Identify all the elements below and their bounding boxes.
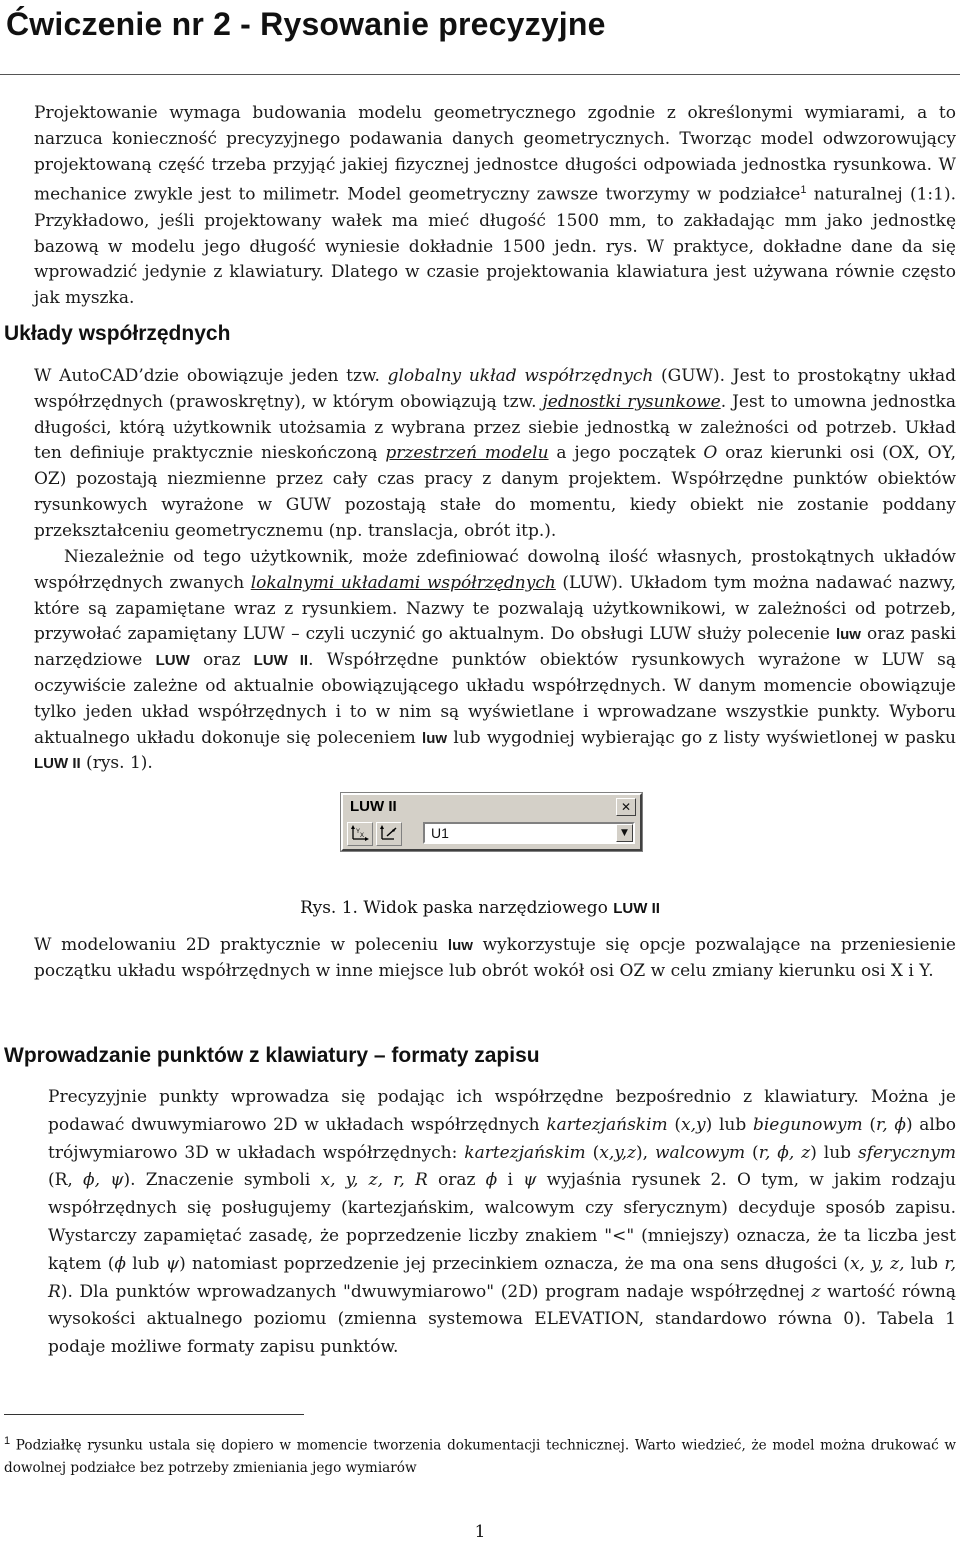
luw-ii-toolbar[interactable]: [341, 793, 642, 851]
text: W modelowaniu 2D praktycznie w poleceniu: [34, 935, 448, 955]
caption-text: Rys. 1. Widok paska narzędziowego: [300, 898, 614, 918]
page-number: 1: [474, 1522, 486, 1542]
svg-text:X: X: [360, 833, 365, 839]
ucs-edit-icon[interactable]: [376, 822, 402, 846]
text: oraz: [189, 650, 254, 671]
text: wyjaśnia rysunek 2. O tym, w jakim rodzaju współrzędnych się posługujemy (kartezjańskim, walcowym czy sferycznym) decyduje sposób zapisu. Wystarczy zapamiętać zasadę, że poprzedzenie liczby znakiem "<" (mniejszy) oznacza, że ta liczba jest kątem (: [48, 1170, 956, 1274]
ucs-dropdown[interactable]: [423, 822, 635, 844]
chevron-down-icon[interactable]: ▼: [616, 824, 633, 842]
footnote: [4, 1430, 956, 1479]
text: (: [745, 1142, 759, 1163]
term: kartezjańskim: [546, 1114, 668, 1135]
text: lub wygodniej wybierając go z listy wyświetlonej w pasku: [447, 727, 956, 748]
symbol: r, ϕ, z: [758, 1142, 811, 1163]
text: (: [585, 1142, 600, 1163]
symbol: z: [811, 1281, 821, 1302]
symbol: ϕ, ψ: [83, 1170, 124, 1191]
toolbar-titlebar[interactable]: [346, 798, 637, 816]
text: ),: [635, 1142, 655, 1163]
text: lub: [125, 1253, 166, 1274]
text: (rys. 1).: [80, 753, 153, 774]
text: oraz kierunki osi (OX, OY, OZ) pozostają niezmienne przez cały czas pracy z danym projektem. Współrzędne punktów obiektów rysunkowych wyrażone w GUW pozostają stałe do momentu, kiedy obiekt nie zostanie poddany przekształceniu geometrycznemu (np. translacja, obrót itp.).: [34, 443, 957, 541]
text: (: [862, 1114, 876, 1135]
footnote-number: 1: [4, 1435, 11, 1447]
text: . Współrzędne punktów obiektów rysunkowych wyrażone w LUW są oczywiście zależne od aktualnie obowiązującego układu współrzędnych. W danym momencie obowiązuje tylko jeden układ współrzędnych i to w nim są wyświetlane i wprowadzane wszystkie punkty. Wyboru aktualnego układu dokonuje się poleceniem: [34, 650, 957, 748]
coordinates-paragraph-2: [34, 545, 956, 777]
text: Precyzyjnie punkty wprowadza się podając ich współrzędne bezpośrednio z klawiatury. Można je podawać dwuwymiarowo 2D w układach współrzędnych: [48, 1087, 956, 1135]
command-luw-ii-toolbar: LUW II: [253, 652, 309, 670]
input-formats-paragraph: [48, 1084, 956, 1362]
text: ) lub: [705, 1114, 753, 1135]
text: (: [667, 1114, 682, 1135]
footnote-rule: [4, 1414, 304, 1415]
symbol: ϕ: [114, 1253, 126, 1274]
caption-command: LUW II: [613, 900, 660, 917]
text: ) natomiast poprzedzenie jej przecinkiem oznacza, że ma ona sens długości (: [179, 1253, 850, 1274]
text: wykorzystuje się opcje pozwalające na przeniesienie początku układu współrzędnych w inne miejsce lub obrót wokół osi OZ w celu zmiany kierunku osi X i Y.: [34, 935, 956, 981]
text: a jego początek: [548, 443, 704, 464]
text: ). Znaczenie symboli: [123, 1170, 321, 1191]
command-luw-toolbar: LUW: [155, 652, 190, 670]
term: kartezjańskim: [464, 1142, 586, 1163]
text: (LUW). Układom tym można nadawać nazwy, które są zapamiętane wraz z rysunkiem. Nazwy te pozwalają użytkownikowi, w zależności od potrzeb, przywołać zapamiętany LUW – czyli uczynić go aktualnym. Do obsługi LUW służy polecenie: [34, 572, 956, 645]
symbol: x,y: [681, 1114, 706, 1135]
text: lub: [904, 1253, 945, 1274]
term-model-space: przestrzeń modelu: [385, 443, 549, 464]
command-luw: luw: [835, 626, 861, 644]
toolbar-title: LUW II: [350, 798, 397, 815]
text: wartość równą wysokości aktualnego poziomu (zmienna systemowa ELEVATION, standardowo równa 0). Tabela 1 podaje możliwe formaty zapisu punktów.: [48, 1281, 956, 1358]
text: (R,: [48, 1170, 84, 1191]
coordinates-paragraph-3: [34, 933, 956, 985]
symbol: x, y, z, r, R: [320, 1170, 428, 1191]
symbol: r, ϕ: [875, 1114, 906, 1135]
intro-paragraph: [34, 101, 956, 312]
text: . Jest to umowna jednostka długości, którą użytkownik utożsamia z wybrana przez siebie jednostką w zależności od potrzeb. Układ ten definiuje praktycznie nieskończoną: [34, 391, 956, 464]
symbol: r, R: [48, 1253, 956, 1302]
term-luw: lokalnymi układami współrzędnych: [250, 572, 556, 593]
term-origin: O: [703, 443, 718, 464]
term-guw: globalny układ współrzędnych: [387, 366, 654, 386]
title-rule: [0, 74, 960, 75]
symbol: x, y, z,: [849, 1253, 905, 1274]
text: ). Dla punktów wprowadzanych "dwuwymiarowo" (2D) program nadaje współrzędnej: [60, 1281, 812, 1302]
svg-text:Y: Y: [356, 829, 361, 835]
text: ) lub: [810, 1142, 859, 1163]
symbol: ϕ: [485, 1170, 498, 1191]
command-luw: luw: [447, 937, 473, 954]
close-icon[interactable]: ✕: [616, 798, 636, 816]
term-units: jednostki rysunkowe: [542, 391, 721, 412]
footnote-ref[interactable]: 1: [800, 184, 807, 197]
term: sferycznym: [858, 1142, 956, 1163]
ucs-icon[interactable]: [347, 822, 373, 846]
section-heading-coordinates: Układy współrzędnych: [4, 322, 231, 345]
symbol: x,y,z: [599, 1142, 636, 1163]
text: i: [497, 1170, 524, 1191]
text: ) albo trójwymiarowo 3D w układach współrzędnych:: [48, 1114, 956, 1163]
term: walcowym: [654, 1142, 746, 1163]
figure-caption: [0, 896, 960, 921]
page-title: Ćwiczenie nr 2 - Rysowanie precyzyjne: [6, 6, 606, 42]
symbol: ψ: [523, 1170, 537, 1191]
command-luw: luw: [422, 729, 448, 747]
section-heading-input-formats: Wprowadzanie punktów z klawiatury – formaty zapisu: [4, 1044, 540, 1067]
text: W AutoCAD’dzie obowiązuje jeden tzw.: [34, 366, 388, 386]
intro-text-2: naturalnej (1:1). Przykładowo, jeśli projektowany wałek ma mieć długość 1500 mm, to zakładając mm jako jednostkę bazową w modelu jego długość wyniesie dokładnie 1500 jedn. rys. W praktyce, dokładne dane da się wprowadzić jedynie z klawiatury. Dlatego w czasie projektowania klawiatura jest używana równie często jak myszka.: [34, 185, 956, 309]
coordinates-paragraph-1: [34, 364, 956, 545]
text: oraz paski narzędziowe: [34, 624, 956, 671]
command-luw-ii-toolbar: LUW II: [34, 755, 81, 773]
text: oraz: [427, 1170, 486, 1191]
text: (GUW). Jest to prostokątny układ współrzędnych (prawoskrętny), w którym obowiązują tzw.: [34, 366, 956, 412]
footnote-text: Podziałkę rysunku ustala się dopiero w momencie tworzenia dokumentacji technicznej. Warto wiedzieć, że model można drukować w dowolnej podziałce bez potrzeby zmieniania jego wymiarów: [4, 1437, 956, 1476]
ucs-dropdown-value: U1: [431, 825, 449, 841]
term: biegunowym: [752, 1114, 863, 1135]
text: Niezależnie od tego użytkownik, może zdefiniować dowolną ilość własnych, prostokątnych układów współrzędnych zwanych: [34, 547, 956, 593]
intro-text-1: Projektowanie wymaga budowania modelu geometrycznego zgodnie z określonymi wymiarami, a to narzuca konieczność precyzyjnego podawania danych geometrycznych. Tworząc model odwzorowujący projektowaną część trzeba przyjąć jakiej fizycznej jednostce długości odpowiada jednostka rysunkowa. W mechanice zwykle jest to milimetr. Model geometryczny zawsze tworzymy w podziałce: [34, 103, 956, 206]
symbol: ψ: [165, 1253, 180, 1274]
